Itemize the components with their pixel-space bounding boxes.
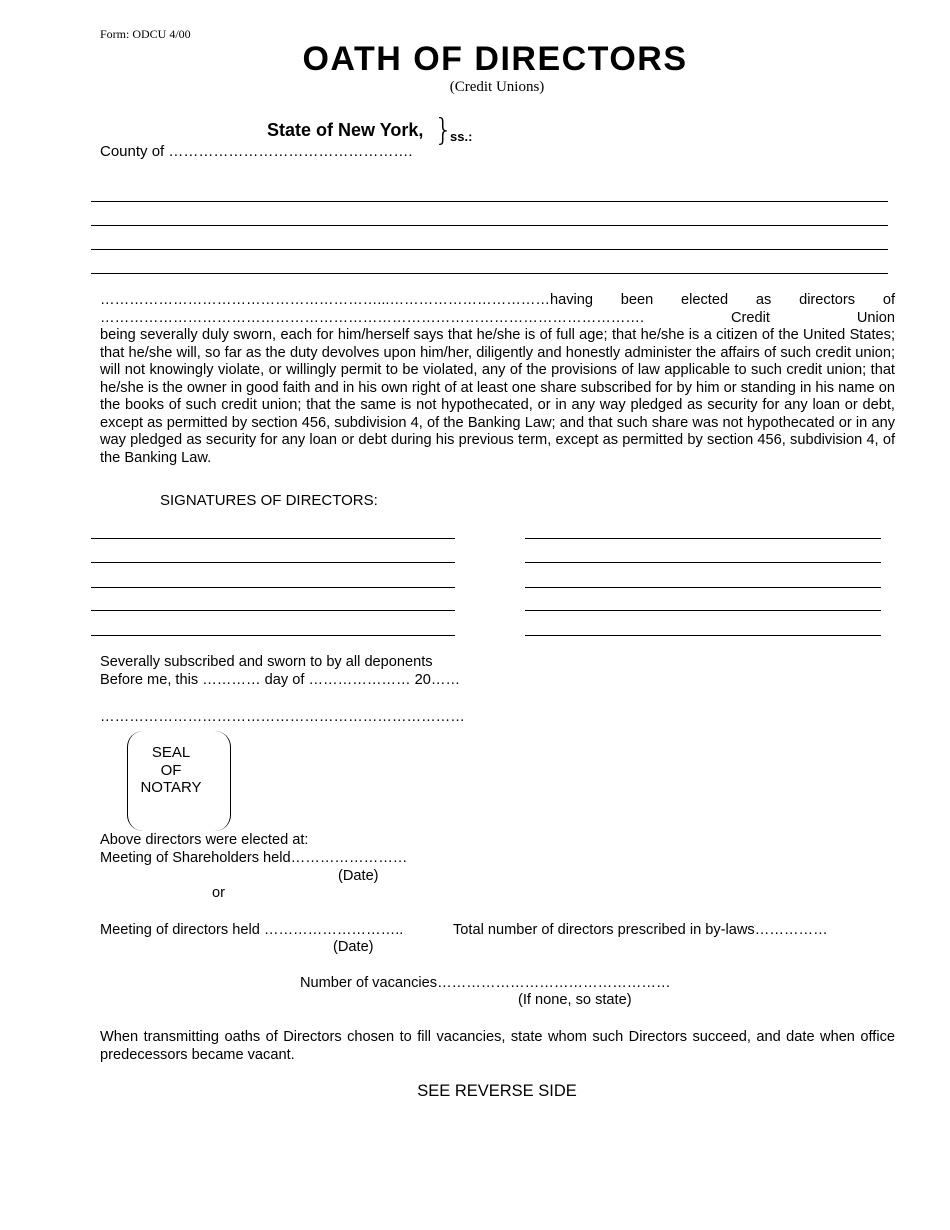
signature-line[interactable] — [91, 635, 455, 636]
venue-ss: ss.: — [450, 129, 473, 144]
seal-line: SEAL — [151, 744, 191, 761]
vacancies-field[interactable]: Number of vacancies………………………………………… — [300, 975, 671, 991]
transmittal-instructions: When transmitting oaths of Directors chosen to fill vacancies, state whom such Directors succeed, and date when office predecessors became vacant. — [100, 1029, 895, 1063]
shareholders-meeting-field[interactable]: Meeting of Shareholders held…………………… — [100, 850, 408, 866]
oath-line-credit-union: …………………………………………………………………………………………………. Credit Union — [100, 309, 895, 326]
date-label: (Date) — [338, 868, 379, 884]
signature-line[interactable] — [525, 587, 881, 588]
seal-line: NOTARY — [140, 779, 202, 796]
signatures-heading: SIGNATURES OF DIRECTORS: — [160, 492, 378, 509]
election-intro: Above directors were elected at: — [100, 832, 309, 848]
signature-line[interactable] — [525, 538, 881, 539]
see-reverse-side: SEE REVERSE SIDE — [417, 1082, 577, 1100]
name-line[interactable] — [91, 201, 888, 202]
form-code: Form: ODCU 4/00 — [100, 27, 191, 41]
oath-body: being severally duly sworn, each for him/herself says that he/she is of full age; that he/she is a citizen of the United States; that he/she will, so far as the duty devolves upon him/her, diligently and honestly administer the affairs of such credit union; will not knowingly violate, or willingly permit to be violated, any of the provisions of law applicable to such credit union; that he/she is the owner in good faith and in his own right of at least one share subscribed for by him or standing in his name on the books of such credit union; that the same is not hypothecated, or in any way pledged as security for any loan or debt, except as permitted by section 456, subdivision 4, of the Banking Law; and that such share was not hypothecated or in any way pledged as security for any loan or debt during his previous term, except as permitted by section 456, subdivision 4, of the Banking Law. — [100, 327, 895, 466]
venue-county: County of …………………………………………. — [100, 143, 413, 160]
jurat-subscribed: Severally subscribed and sworn to by all deponents — [100, 654, 433, 670]
name-line[interactable] — [91, 249, 888, 250]
page-subtitle: (Credit Unions) — [449, 79, 545, 95]
jurat-date[interactable]: Before me, this ………… day of ………………… 20…… — [100, 672, 461, 688]
directors-meeting-field[interactable]: Meeting of directors held ……………………….. — [100, 922, 404, 938]
or-label: or — [212, 885, 225, 901]
venue-state: State of New York, — [267, 120, 424, 140]
name-line[interactable] — [91, 225, 888, 226]
date-label: (Date) — [333, 939, 374, 955]
seal-line: OF — [160, 761, 182, 779]
name-line[interactable] — [91, 273, 888, 274]
signature-line[interactable] — [91, 610, 455, 611]
signature-line[interactable] — [525, 610, 881, 611]
oath-line-directors: …………………………………………………...……………………………having been elected as directors of — [100, 292, 895, 308]
venue-brace: } — [434, 113, 454, 148]
notary-signature-line[interactable]: ………………………………………………………………… — [100, 709, 465, 725]
total-directors-field[interactable]: Total number of directors prescribed in by-laws…………… — [453, 922, 828, 938]
vacancies-note: (If none, so state) — [518, 992, 632, 1008]
signature-line[interactable] — [91, 562, 455, 563]
signature-line[interactable] — [91, 538, 455, 539]
oath-paragraph — [100, 292, 895, 467]
signature-line[interactable] — [525, 635, 881, 636]
notary-seal-label — [128, 744, 214, 797]
signature-line[interactable] — [525, 562, 881, 563]
page-title: OATH OF DIRECTORS — [302, 40, 688, 78]
signature-line[interactable] — [91, 587, 455, 588]
